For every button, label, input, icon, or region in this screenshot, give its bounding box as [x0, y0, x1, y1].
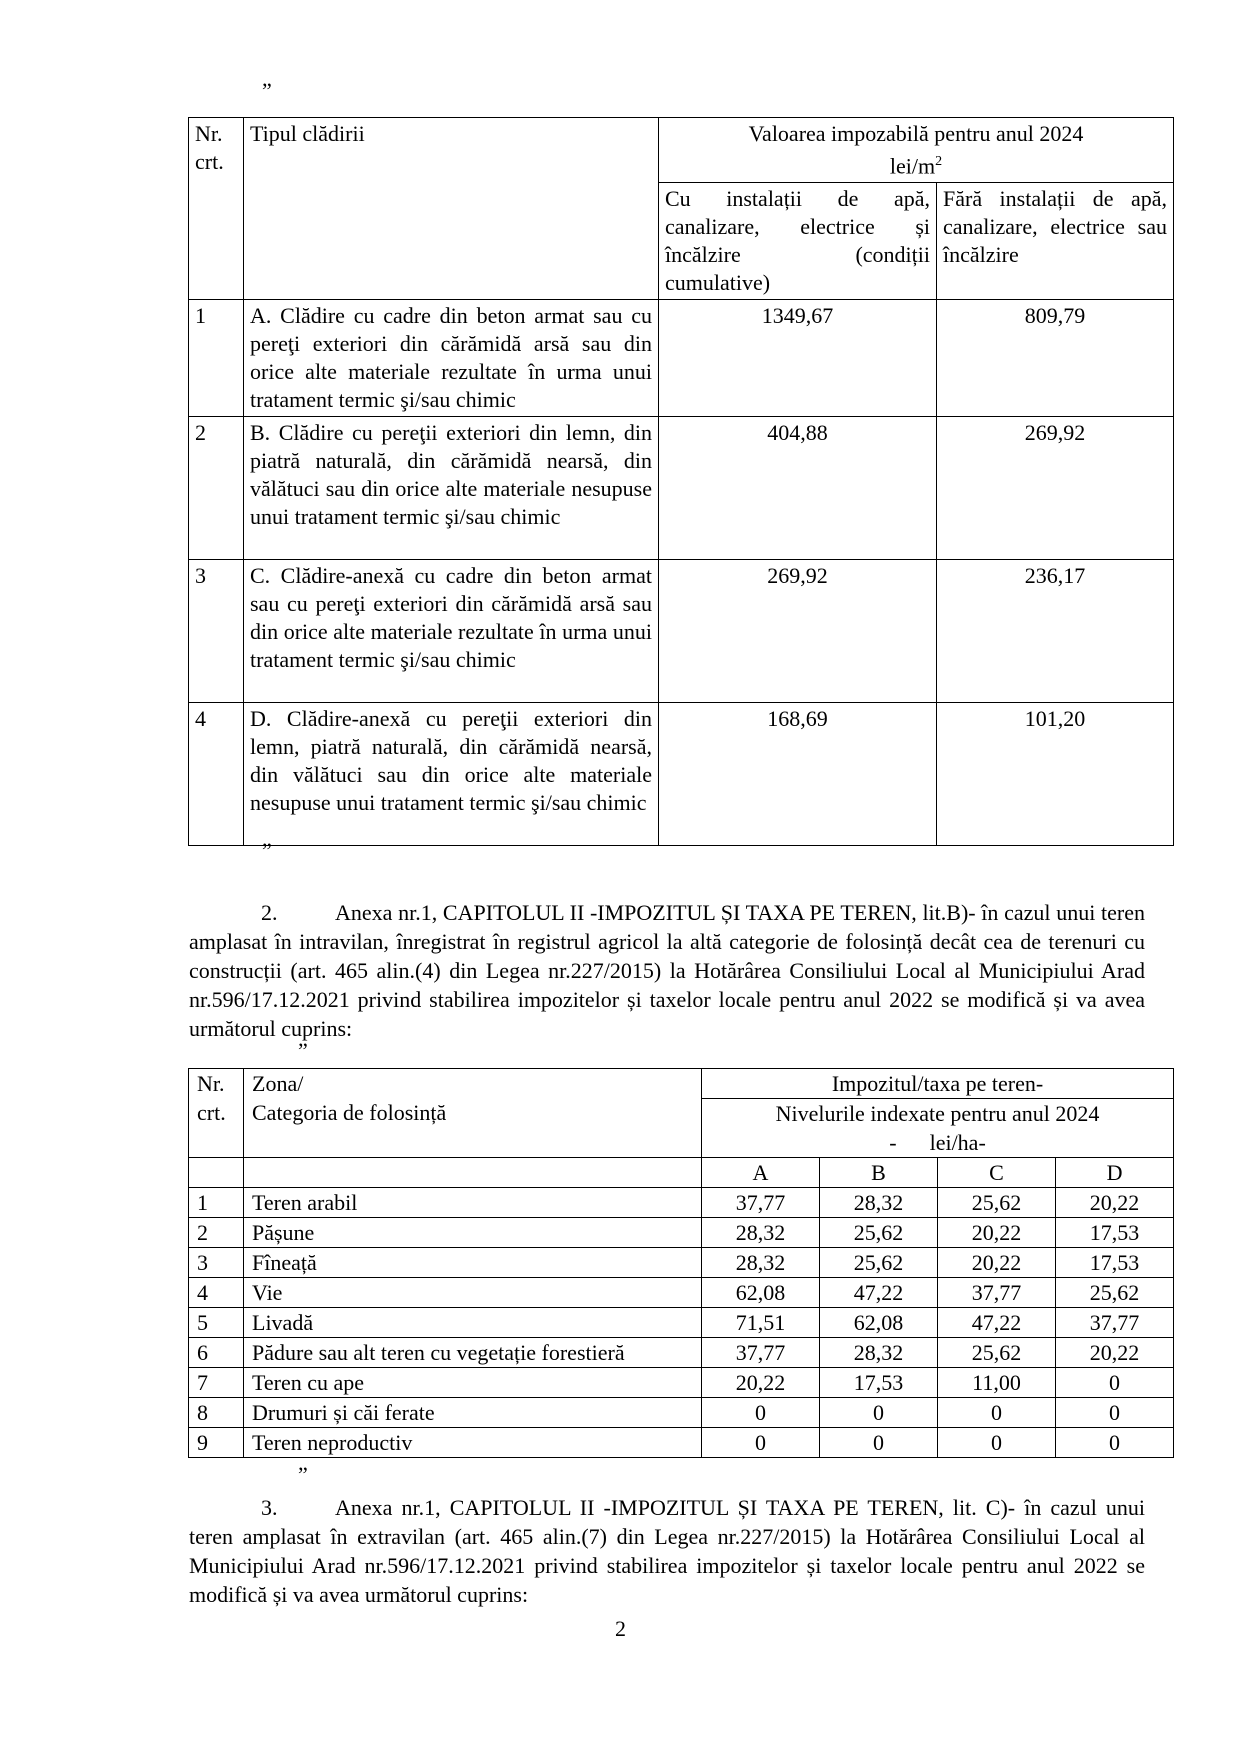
row-category: Teren neproductiv [244, 1428, 702, 1458]
row-value-a: 71,51 [702, 1308, 820, 1338]
row-value-d: 0 [1056, 1428, 1174, 1458]
row-nr: 5 [189, 1308, 244, 1338]
row-value-c: 11,00 [938, 1368, 1056, 1398]
table-row [189, 1428, 1174, 1458]
row-value-b: 28,32 [820, 1338, 938, 1368]
paragraph-3 [189, 1493, 1145, 1609]
row-value-a: 28,32 [702, 1218, 820, 1248]
row-value-d: 20,22 [1056, 1338, 1174, 1368]
row-nr: 2 [189, 1218, 244, 1248]
row-value-d: 37,77 [1056, 1308, 1174, 1338]
row-category: Teren cu ape [244, 1368, 702, 1398]
quote-mark: ” [298, 1038, 308, 1063]
row-value-with: 404,88 [659, 417, 937, 560]
zone-header-a: A [702, 1158, 820, 1188]
header-land-tax: Impozitul/taxa pe teren- [702, 1069, 1174, 1099]
row-category: Teren arabil [244, 1188, 702, 1218]
land-tax-table [188, 1068, 1174, 1458]
header-taxable-value [659, 118, 1174, 183]
header-nr-crt: Nr. crt. [189, 118, 244, 300]
row-nr: 6 [189, 1338, 244, 1368]
header-indexed-levels [702, 1099, 1174, 1158]
quote-mark: ” [298, 1462, 308, 1487]
row-value-b: 62,08 [820, 1308, 938, 1338]
row-value-without: 269,92 [937, 417, 1174, 560]
row-nr: 4 [189, 703, 244, 846]
header-unit: lei/m [889, 153, 936, 179]
row-value-a: 37,77 [702, 1338, 820, 1368]
row-nr: 1 [189, 1188, 244, 1218]
row-value-c: 20,22 [938, 1218, 1056, 1248]
zone-header-c: C [938, 1158, 1056, 1188]
row-value-with: 168,69 [659, 703, 937, 846]
header-levels-text: Nivelurile indexate pentru anul 2024 [775, 1101, 1100, 1126]
row-value-c: 47,22 [938, 1308, 1056, 1338]
row-category: Livadă [244, 1308, 702, 1338]
row-value-b: 25,62 [820, 1248, 938, 1278]
row-category: Pădure sau alt teren cu vegetație forestieră [244, 1338, 702, 1368]
paragraph-2-number: 2. [261, 900, 278, 925]
row-building-type: D. Clădire-anexă cu pereţii exteriori din lemn, piatră naturală, din cărămidă nearsă, din vălătuci sau din orice alte materiale nesupuse unui tratament termic şi/sau chimic [244, 703, 659, 846]
row-value-c: 37,77 [938, 1278, 1056, 1308]
quote-mark: ” [262, 838, 272, 863]
row-value-without: 236,17 [937, 560, 1174, 703]
row-nr: 9 [189, 1428, 244, 1458]
table-row [189, 1278, 1174, 1308]
row-category: Drumuri și căi ferate [244, 1398, 702, 1428]
header-unit: - lei/ha- [889, 1130, 986, 1155]
row-nr: 4 [189, 1278, 244, 1308]
row-value-d: 0 [1056, 1368, 1174, 1398]
empty-cell [244, 1158, 702, 1188]
row-nr: 1 [189, 300, 244, 417]
row-value-b: 28,32 [820, 1188, 938, 1218]
row-value-d: 0 [1056, 1398, 1174, 1428]
table-row [189, 560, 1174, 703]
row-value-b: 47,22 [820, 1278, 938, 1308]
row-nr: 2 [189, 417, 244, 560]
row-value-with: 269,92 [659, 560, 937, 703]
row-nr: 8 [189, 1398, 244, 1428]
row-value-b: 0 [820, 1428, 938, 1458]
header-zone: Zona/ [252, 1071, 304, 1096]
header-nr-crt: Nr. crt. [189, 1069, 244, 1158]
table-row [189, 703, 1174, 846]
table-row [189, 300, 1174, 417]
row-value-d: 17,53 [1056, 1218, 1174, 1248]
table-row [189, 1398, 1174, 1428]
row-building-type: B. Clădire cu pereţii exteriori din lemn, din piatră naturală, din cărămidă nearsă, din vălătuci sau din orice alte materiale nesupuse unui tratament termic şi/sau chimic [244, 417, 659, 560]
row-value-a: 37,77 [702, 1188, 820, 1218]
row-value-c: 25,62 [938, 1188, 1056, 1218]
table-row [189, 1308, 1174, 1338]
row-value-c: 20,22 [938, 1248, 1056, 1278]
row-nr: 3 [189, 1248, 244, 1278]
table-row [189, 417, 1174, 560]
row-category: Vie [244, 1278, 702, 1308]
row-value-with: 1349,67 [659, 300, 937, 417]
quote-mark: ” [262, 78, 272, 103]
table-row [189, 1188, 1174, 1218]
row-value-c: 0 [938, 1398, 1056, 1428]
building-tax-table [188, 117, 1174, 846]
row-value-a: 28,32 [702, 1248, 820, 1278]
zone-header-d: D [1056, 1158, 1174, 1188]
header-with-installations: Cu instalații de apă, canalizare, electrice și încălzire (condiții cumulative) [659, 183, 937, 300]
row-value-d: 17,53 [1056, 1248, 1174, 1278]
paragraph-3-number: 3. [261, 1495, 278, 1520]
row-category: Fîneață [244, 1248, 702, 1278]
header-zone-category [244, 1069, 702, 1158]
page-number: 2 [615, 1616, 626, 1641]
header-without-installations: Fără instalații de apă, canalizare, electrice sau încălzire [937, 183, 1174, 300]
empty-cell [189, 1158, 244, 1188]
table-row [189, 1248, 1174, 1278]
row-value-a: 20,22 [702, 1368, 820, 1398]
table-row [189, 1368, 1174, 1398]
row-category: Pășune [244, 1218, 702, 1248]
paragraph-3-text: Anexa nr.1, CAPITOLUL II -IMPOZITUL ȘI TAXA PE TEREN, lit. C)- în cazul unui teren amplasat în extravilan (art. 465 alin.(7) din Legea nr.227/2015) la Hotărârea Consiliului Local al Municipiului Arad nr.596/17.12.2021 privind stabilirea impozitelor și taxelor locale pentru anul 2022 se modifică și va avea următorul cuprins: [189, 1495, 1145, 1607]
row-nr: 7 [189, 1368, 244, 1398]
row-value-b: 25,62 [820, 1218, 938, 1248]
zone-header-b: B [820, 1158, 938, 1188]
table-row [189, 1218, 1174, 1248]
row-value-a: 62,08 [702, 1278, 820, 1308]
row-value-without: 101,20 [937, 703, 1174, 846]
header-unit-sup: 2 [935, 154, 943, 169]
row-nr: 3 [189, 560, 244, 703]
header-category: Categoria de folosință [252, 1100, 447, 1125]
row-value-d: 25,62 [1056, 1278, 1174, 1308]
row-value-c: 0 [938, 1428, 1056, 1458]
row-value-a: 0 [702, 1398, 820, 1428]
row-building-type: C. Clădire-anexă cu cadre din beton armat sau cu pereţi exteriori din cărămidă arsă sau din orice alte materiale rezultate în urma unui tratament termic şi/sau chimic [244, 560, 659, 703]
row-value-a: 0 [702, 1428, 820, 1458]
row-value-b: 0 [820, 1398, 938, 1428]
row-value-c: 25,62 [938, 1338, 1056, 1368]
row-building-type: A. Clădire cu cadre din beton armat sau cu pereţi exteriori din cărămidă arsă sau din orice alte materiale rezultate în urma unui tratament termic şi/sau chimic [244, 300, 659, 417]
row-value-d: 20,22 [1056, 1188, 1174, 1218]
paragraph-2-text: Anexa nr.1, CAPITOLUL II -IMPOZITUL ȘI TAXA PE TEREN, lit.B)- în cazul unui teren amplasat în intravilan, înregistrat în registrul agricol la altă categorie de folosință decât cea de terenuri cu construcții (art. 465 alin.(4) din Legea nr.227/2015) la Hotărârea Consiliului Local al Municipiului Arad nr.596/17.12.2021 privind stabilirea impozitelor și taxelor locale pentru anul 2022 se modifică și va avea următorul cuprins: [189, 900, 1145, 1041]
table-row [189, 1338, 1174, 1368]
header-building-type: Tipul clădirii [244, 118, 659, 300]
row-value-b: 17,53 [820, 1368, 938, 1398]
header-taxable-value-title: Valoarea impozabilă pentru anul 2024 [748, 121, 1084, 146]
paragraph-2 [189, 898, 1145, 1043]
row-value-without: 809,79 [937, 300, 1174, 417]
